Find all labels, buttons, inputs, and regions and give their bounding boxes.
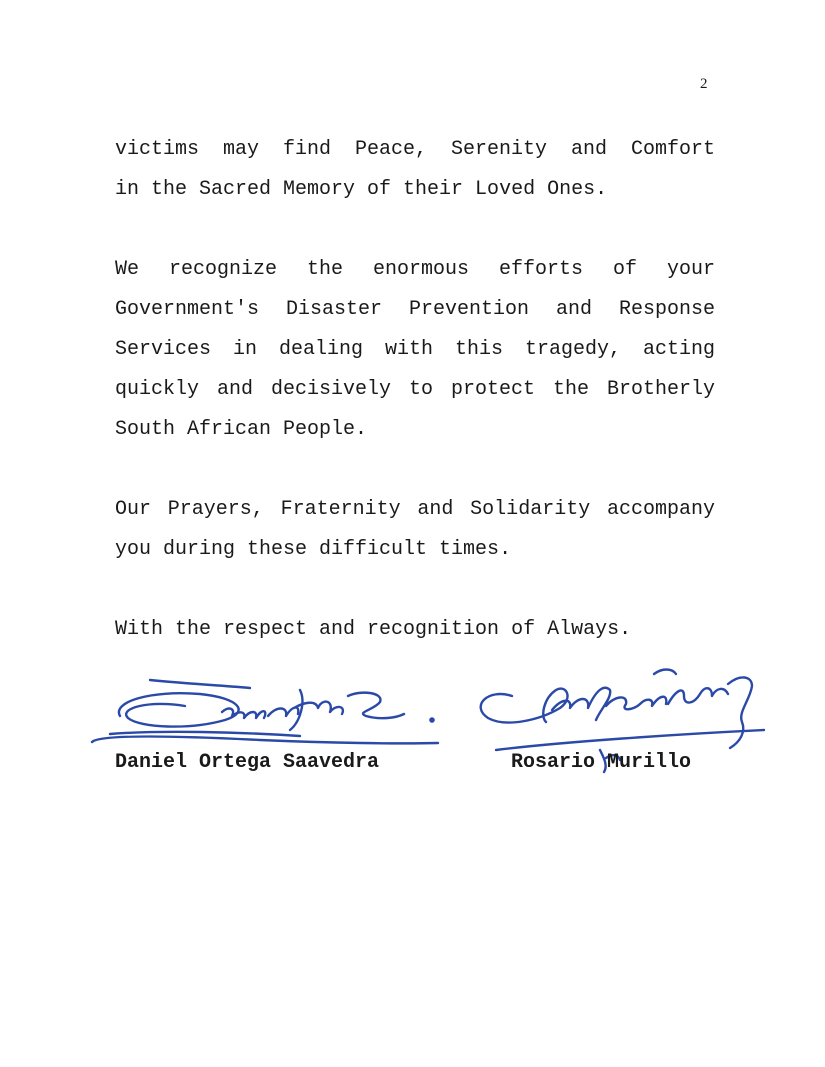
- text-line: Government's Disaster Prevention and Response: [115, 298, 715, 321]
- letter-body: [115, 130, 715, 690]
- paragraph: [115, 610, 715, 650]
- text-line: in the Sacred Memory of their Loved Ones.: [115, 178, 608, 201]
- paragraph: [115, 490, 715, 570]
- text-line: South African People.: [115, 418, 368, 441]
- closing-line: With the respect and recognition of Always.: [115, 618, 632, 641]
- text-line: victims may find Peace, Serenity and Comfort: [115, 138, 715, 161]
- text-line: quickly and decisively to protect the Brotherly: [115, 378, 715, 401]
- text-line: We recognize the enormous efforts of your: [115, 258, 715, 281]
- signer-name-murillo: Rosario Murillo: [511, 751, 692, 774]
- text-line: you during these difficult times.: [115, 538, 512, 561]
- signature-block: [0, 650, 825, 790]
- signer-name-ortega: Daniel Ortega Saavedra: [115, 751, 380, 774]
- text-line: Our Prayers, Fraternity and Solidarity accompany: [115, 498, 715, 521]
- signature-ortega: [92, 680, 438, 743]
- paragraph: [115, 130, 715, 210]
- text-line: Services in dealing with this tragedy, acting: [115, 338, 715, 361]
- page-number: 2: [700, 76, 708, 92]
- paragraph: [115, 250, 715, 450]
